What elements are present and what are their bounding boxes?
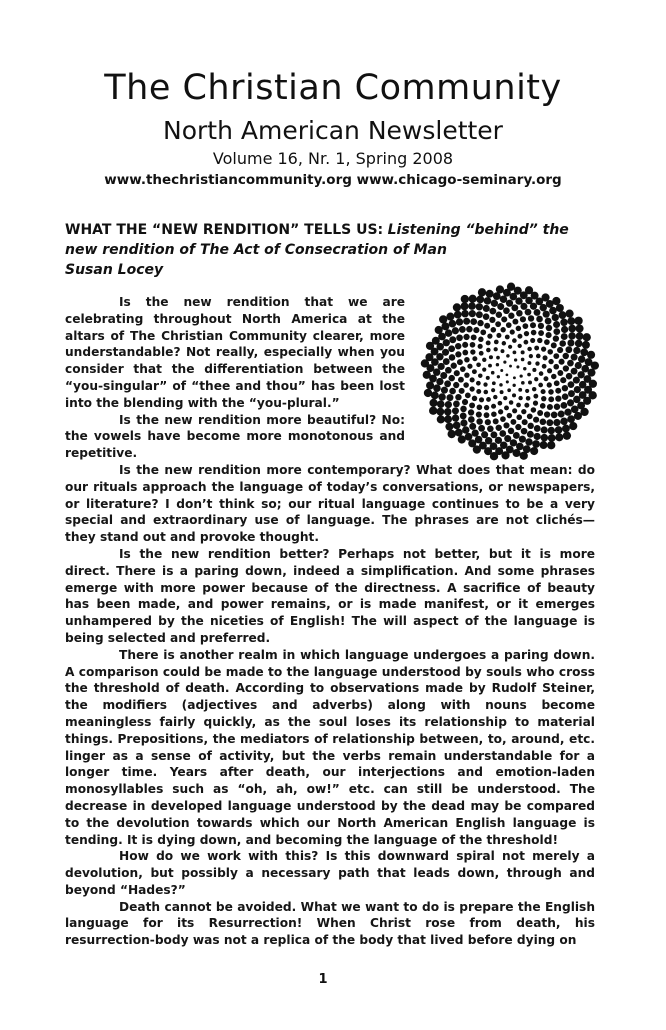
website-links[interactable]: www.thechristiancommunity.org www.chicago-seminary.org	[104, 172, 562, 188]
masthead-title: The Christian Community	[104, 68, 562, 108]
volume-line: Volume 16, Nr. 1, Spring 2008	[212, 149, 454, 168]
paragraph: Is the new rendition more contemporary? What does that mean: do our rituals approach the language of today’s conversations, or newspapers, or literature? I don’t think so; our ritual language continues to be a very special and extraordinary use of language. The phrases are not clichés—they stand out and provoke thought.	[65, 462, 595, 545]
paragraph: Is the new rendition better? Perhaps not better, but it is more direct. There is a paring down, indeed a simplification. And some phrases emerge with more power because of the directness. A sacrifice of beauty has been made, and power remains, or is made manifest, or it emerges unhampered by the niceties of English! The will aspect of the language is being selected and preferred.	[65, 546, 595, 645]
paragraph: Is the new rendition more beautiful? No: the vowels have become more monotonous and repetitive.	[65, 412, 405, 461]
headline-subtitle: Listening “behind” the new rendition of The Act of Consecration of Man	[65, 222, 569, 258]
article-author: Susan Locey	[65, 262, 164, 278]
paragraph: Death cannot be avoided. What we want to do is prepare the English language for its Resurrection! When Christ rose from death, his resurrection-body was not a replica of the body that lived before dying on	[65, 899, 595, 948]
paragraph: There is another realm in which language undergoes a paring down. A comparison could be made to the language understood by souls who cross the threshold of death. According to observations made by Rudolf Steiner, the modifiers (adjectives and adverbs) along with nouns become meaningless fairly quickly, as the soul loses its relationship to material things. Prepositions, the mediators of relationship between, to, around, etc. linger as a sense of activity, but the verbs remain understandable for a longer time. Years after death, our interjections and emotion-laden monosyllables such as “oh, ah, ow!” etc. can still be understood. The decrease in developed language understood by the dead may be compared to the devolution towards which our North American English language is tending. It is dying down, and becoming the language of the threshold!	[65, 647, 595, 847]
spiral-dot	[507, 283, 515, 291]
article-headline	[65, 220, 605, 280]
paragraph: Is the new rendition that we are celebrating throughout North America at the altars of The Christian Community clearer, more understandable? Not really, especially when you consider that the differentiation between the “you-singular” of “thee and thou” has been lost into the blending with the “you-plural.”	[65, 295, 405, 410]
paragraph: How do we work with this? Is this downward spiral not merely a devolution, but possibly a necessary path that leads down, through and beyond “Hades?”	[65, 849, 595, 897]
spiral-dot	[496, 285, 504, 293]
article-body	[65, 294, 595, 949]
page-number: 1	[318, 972, 328, 987]
headline-lead: WHAT THE “NEW RENDITION” TELLS US:	[65, 222, 384, 238]
masthead-subtitle: North American Newsletter	[163, 116, 503, 145]
